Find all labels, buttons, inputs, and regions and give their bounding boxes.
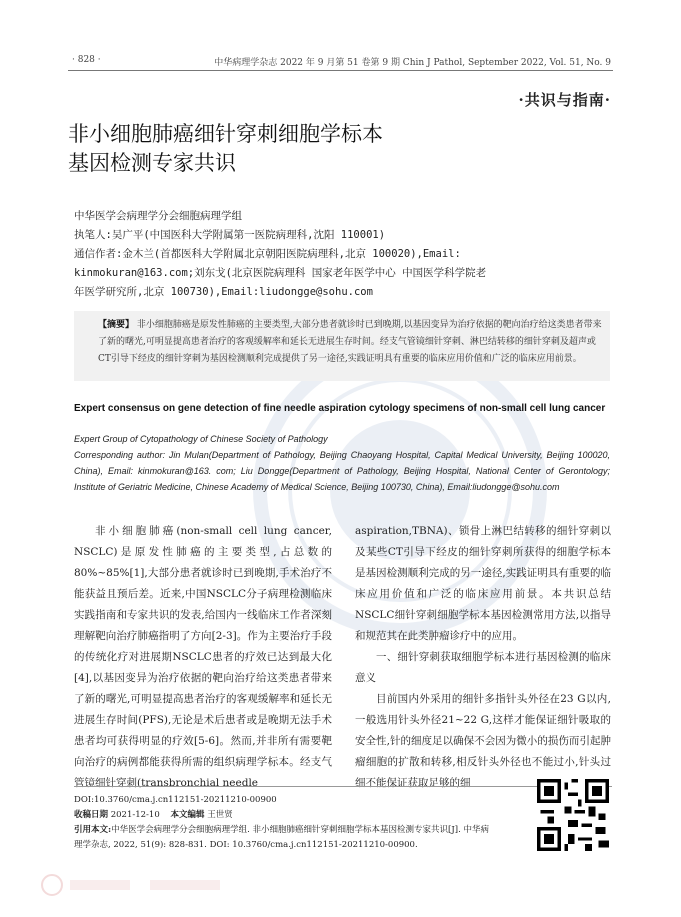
- author-group: 中华医学会病理学分会细胞病理学组: [74, 210, 242, 222]
- author-corresponding-3: 年医学研究所,北京 100730),Email:liudongge@sohu.com: [74, 286, 373, 298]
- title-line-1: 非小细胞肺癌细针穿刺细胞学标本: [68, 122, 383, 146]
- title-line-2: 基因检测专家共识: [68, 151, 236, 175]
- section-tag: ·共识与指南·: [518, 91, 611, 109]
- received-line: [74, 808, 494, 823]
- article-title: [68, 120, 538, 178]
- editor-name: 王世贤: [207, 810, 233, 820]
- footnote-rule: [74, 786, 612, 787]
- english-title: Expert consensus on gene detection of fine needle aspiration cytology specimens of non-small cell lung cancer: [74, 403, 606, 414]
- english-corresponding: Corresponding author: Jin Mulan(Department of Pathology, Beijing Chaoyang Hospital, Capital Medical University, Beijing 100020, China), Email: kinmokuran@163. com; Liu Dongge(Department of Pathology, Beijing Hospital, National Center of Gerontology; Institute of Geriatric Medicine, Chinese Academy of Medical Science, Beijing 100730, China), Email:liudongge@sohu.com: [74, 450, 610, 492]
- body-paragraph: 非小细胞肺癌(non-small cell lung cancer, NSCLC)是原发性肺癌的主要类型,占总数的80%~85%[1],大部分患者就诊时已到晚期,手术治疗不能获益且预后差。近来,中国NSCLC分子病理检测临床实践指南和专家共识的发表,给国内一线临床工作者深刻理解靶向治疗肺癌指明了方向[2-3]。作为主要治疗手段的传统化疗对进展期NSCLC患者的疗效已达到最大化[4],以基因变异为治疗依据的靶向治疗给这类患者带来了新的曙光,可明显提高患者治疗的客观缓解率和延长无进展生存时间(PFS),无论是术后患者或是晚期无法手术患者均可获得明显的疗效[5-6]。然而,并非所有需要靶向治疗的病例都能获得所需的组织病理学标本。经支气管镜细针穿刺(transbronchial needle: [74, 525, 332, 789]
- page-number: · 828 ·: [72, 55, 101, 65]
- body-paragraph: 目前国内外采用的细针多指针头外径在23 G以内,一般选用针头外径21~22 G,这样才能保证细针吸取的安全性,针的细度足以确保不会因为微小的损伤而引起肿瘤细胞的扩散和转移,相反针头外径也不能过小,针头过细不能保证获取足够的细: [355, 693, 611, 789]
- footer-watermark-logo: [40, 870, 240, 900]
- header-rule: [68, 70, 613, 71]
- author-writer: 执笔人:吴广平(中国医科大学附属第一医院病理科,沈阳 110001): [74, 229, 386, 241]
- body-left-column: [74, 521, 332, 794]
- body-paragraph: aspiration,TBNA)、锁骨上淋巴结转移的细针穿刺以及某些CT引导下经皮的细针穿刺所获得的细胞学标本是基因检测顺利完成的另一途径,实践证明具有重要的临床应用价值和广泛的临床应用前景。本共识总结NSCLC细针穿刺细胞学标本基因检测常用方法,以指导和规范其在此类肿瘤诊疗中的应用。: [355, 525, 611, 642]
- abstract-label: 【摘要】: [98, 320, 135, 330]
- author-corresponding-2: kinmokuran@163.com;刘东戈(北京医院病理科 国家老年医学中心 中国医学科学院老: [74, 267, 487, 279]
- journal-header: 中华病理学杂志 2022 年 9 月第 51 卷第 9 期 Chin J Pathol, September 2022, Vol. 51, No. 9: [214, 58, 611, 68]
- editor-label: 本文编辑: [170, 810, 205, 820]
- qr-code-icon: [537, 779, 609, 851]
- cite-text: 中华医学会病理学分会细胞病理学组. 非小细胞肺癌细针穿刺细胞学标本基因检测专家共识[J]. 中华病理学杂志, 2022, 51(9): 828-831. DOI: 10.3760/cma.j.cn112151-20211210-00900.: [74, 825, 489, 850]
- received-date: 2021-12-10: [110, 810, 160, 820]
- doi: DOI:10.3760/cma.j.cn112151-20211210-00900: [74, 795, 277, 805]
- section-heading: 一、细针穿刺获取细胞学标本进行基因检测的临床意义: [355, 651, 611, 684]
- author-corresponding-1: 通信作者:金木兰(首都医科大学附属北京朝阳医院病理科,北京 100020),Email:: [74, 248, 461, 260]
- footnote: [74, 793, 494, 853]
- abstract-text: 非小细胞肺癌是原发性肺癌的主要类型,大部分患者就诊时已到晚期,以基因变异为治疗依据的靶向治疗给这类患者带来了新的曙光,可明显提高患者治疗的客观缓解率和延长无进展生存时间。经支气管镜细针穿刺、淋巴结转移的细针穿刺及超声或CT引导下经皮的细针穿刺为基因检测顺利完成提供了另一途径,实践证明具有重要的临床应用价值和广泛的临床应用前景。: [98, 320, 602, 364]
- body-right-column: [355, 521, 611, 794]
- cite-label: 引用本文:: [74, 825, 112, 835]
- english-group: Expert Group of Cytopathology of Chinese Society of Pathology: [74, 434, 328, 444]
- abstract: [98, 317, 604, 368]
- received-label: 收稿日期: [74, 810, 109, 820]
- citation: [74, 823, 494, 853]
- author-block: [74, 207, 614, 302]
- english-meta: [74, 431, 610, 495]
